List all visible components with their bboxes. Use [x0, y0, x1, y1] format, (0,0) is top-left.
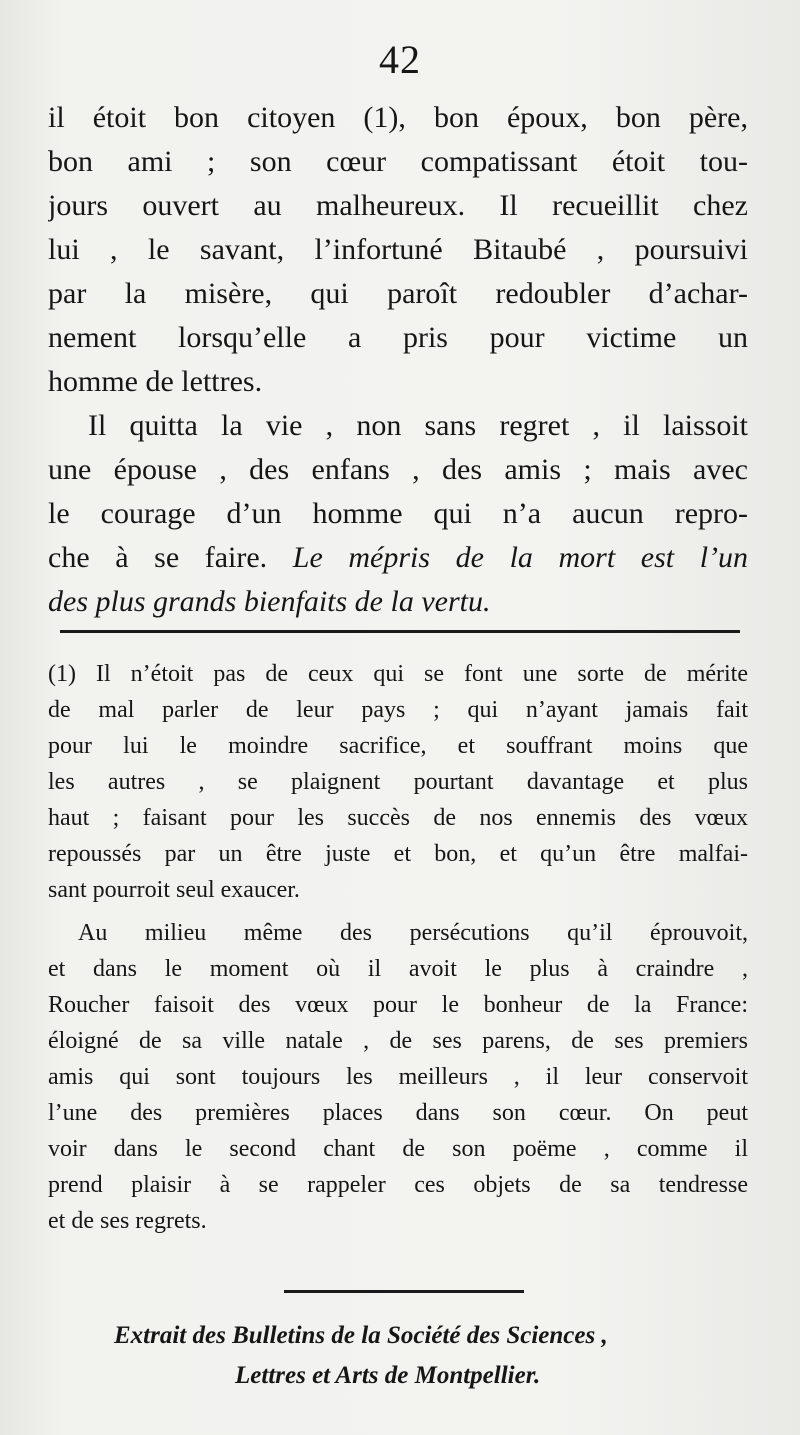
footnote-line: Roucher faisoit des vœux pour le bonheur de la France:: [48, 992, 748, 1018]
page-number: 42: [379, 37, 421, 82]
colophon-line-1: Extrait des Bulletins de la Société des Sciences ,: [114, 1322, 608, 1349]
footnote-line: les autres , se plaignent pourtant davantage et plus: [48, 769, 748, 795]
footnote-line: éloigné de sa ville natale , de ses parens, de ses premiers: [48, 1028, 748, 1054]
text-line: il étoit bon citoyen (1), bon époux, bon père,: [48, 101, 748, 134]
text-line: jours ouvert au malheureux. Il recueillit chez: [48, 189, 748, 222]
footnote: [48, 656, 748, 908]
footnote-separator: [60, 630, 740, 633]
second-note: [48, 915, 748, 1239]
main-text: [48, 96, 748, 624]
footnote-line: et dans le moment où il avoit le plus à craindre ,: [48, 956, 748, 982]
text-line: homme de lettres.: [48, 365, 263, 398]
colophon-line-2: Lettres et Arts de Montpellier.: [235, 1362, 541, 1389]
text-segment: che à se faire.: [48, 541, 268, 574]
colophon: [60, 1316, 750, 1396]
footnote-line: prend plaisir à se rappeler ces objets de sa tendresse: [48, 1172, 748, 1198]
footnote-line: Au milieu même des persécutions qu’il éprouvoit,: [78, 920, 748, 946]
footnote-line: (1) Il n’étoit pas de ceux qui se font une sorte de mérite: [48, 661, 748, 687]
italic-segment: Le mépris de la mort est l’un: [292, 541, 748, 574]
text-line-mixed: [48, 536, 748, 580]
footnote-line: amis qui sont toujours les meilleurs , il leur conservoit: [48, 1064, 748, 1090]
footnote-line: sant pourroit seul exaucer.: [48, 877, 300, 903]
text-line: le courage d’un homme qui n’a aucun repro-: [48, 497, 748, 530]
footnote-line: l’une des premières places dans son cœur. On peut: [48, 1100, 748, 1126]
text-line: des plus grands bienfaits de la vertu.: [48, 585, 491, 618]
footnote-line: haut ; faisant pour les succès de nos ennemis des vœux: [48, 805, 748, 831]
text-line: bon ami ; son cœur compatissant étoit tou-: [48, 145, 748, 178]
text-line: une épouse , des enfans , des amis ; mais avec: [48, 453, 748, 486]
footnote-line: et de ses regrets.: [48, 1208, 207, 1234]
text-line: lui , le savant, l’infortuné Bitaubé , poursuivi: [48, 233, 748, 266]
footnote-line: pour lui le moindre sacrifice, et souffrant moins que: [48, 733, 748, 759]
text-line: Il quitta la vie , non sans regret , il laissoit: [88, 409, 748, 442]
footnote-line: repoussés par un être juste et bon, et qu’un être malfai-: [48, 841, 748, 867]
colophon-separator: [284, 1290, 524, 1293]
text-line: par la misère, qui paroît redoubler d’achar-: [48, 277, 748, 310]
text-line: nement lorsqu’elle a pris pour victime un: [48, 321, 748, 354]
footnote-line: de mal parler de leur pays ; qui n’ayant jamais fait: [48, 697, 748, 723]
footnote-line: voir dans le second chant de son poëme , comme il: [48, 1136, 748, 1162]
